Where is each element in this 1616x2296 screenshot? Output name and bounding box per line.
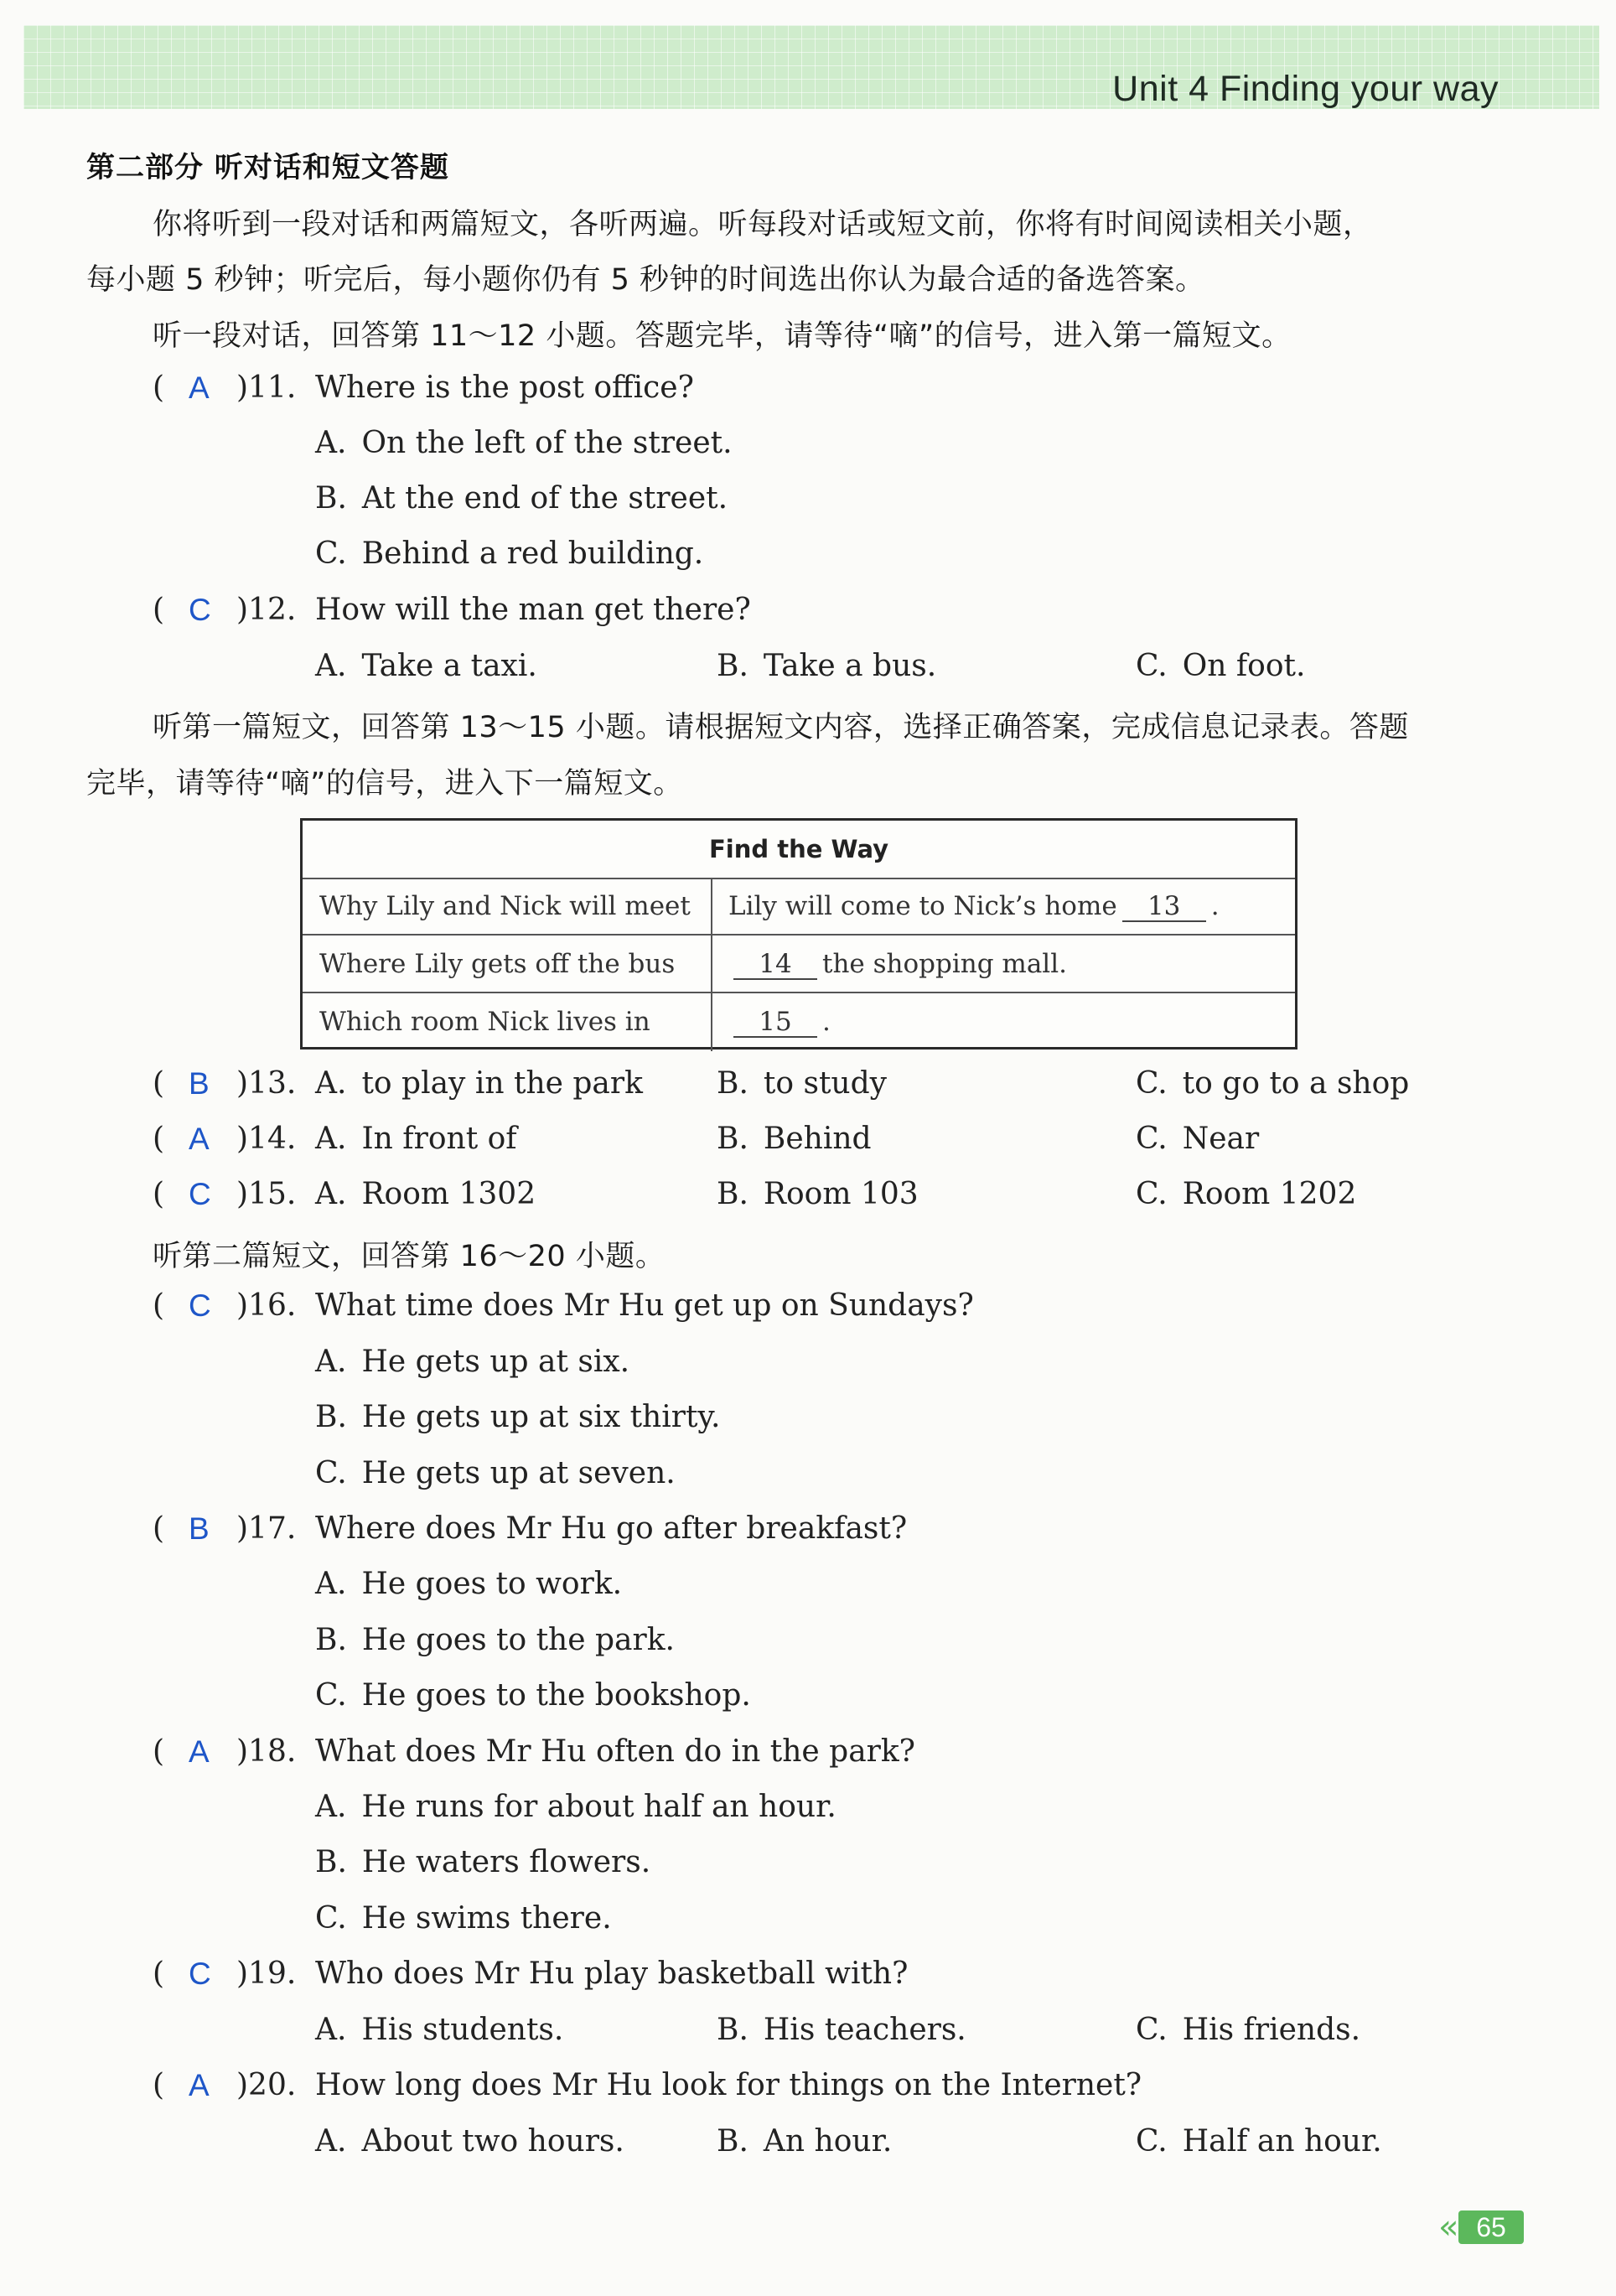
option-text: Room 1302 <box>361 1177 536 1211</box>
option-letter: B. <box>717 1066 748 1101</box>
option-text: On foot. <box>1182 649 1306 683</box>
option-text: About two hours. <box>361 2124 624 2159</box>
option-letter: C. <box>315 1456 347 1490</box>
option-letter: C. <box>315 1678 347 1713</box>
option-letter: B. <box>717 2124 748 2159</box>
option-text: Take a taxi. <box>361 649 537 683</box>
answer-15: C <box>189 1177 211 1211</box>
option-text: He swims there. <box>361 1901 612 1936</box>
question-stem: Where does Mr Hu go after breakfast? <box>315 1511 908 1546</box>
option-11-c <box>315 536 703 571</box>
question-19 <box>0 1957 1616 1993</box>
option-text: His friends. <box>1182 2013 1361 2047</box>
passage2-instruction: 听第二篇短文，回答第 16～20 小题。 <box>153 1240 666 1273</box>
option-text: to go to a shop <box>1182 1066 1410 1101</box>
option-13-c <box>1136 1066 1409 1101</box>
option-19-c <box>1136 2013 1360 2047</box>
blank-14: 14 <box>733 950 817 980</box>
option-14-b <box>717 1122 872 1156</box>
option-19-b <box>717 2013 966 2047</box>
option-18-a <box>315 1790 836 1824</box>
option-12-a <box>315 649 537 683</box>
option-letter: B. <box>717 1177 748 1211</box>
passage1-instruction-2: 完毕，请等待“嘀”的信号，进入下一篇短文。 <box>86 767 683 801</box>
option-letter: A. <box>315 1122 347 1156</box>
question-stem: What time does Mr Hu get up on Sundays? <box>315 1288 974 1323</box>
option-letter: A. <box>315 2124 347 2159</box>
option-text: An hour. <box>763 2124 893 2159</box>
paren: ( <box>153 1066 165 1101</box>
option-text: He gets up at seven. <box>361 1456 676 1490</box>
option-text: Half an hour. <box>1182 2124 1382 2159</box>
blank-15: 15 <box>733 1008 817 1038</box>
option-letter: C. <box>1136 1122 1168 1156</box>
option-text: to study <box>763 1066 887 1101</box>
section-title: 第二部分 听对话和短文答题 <box>86 151 449 184</box>
option-11-a <box>315 426 733 460</box>
answer-20: A <box>189 2068 210 2102</box>
answer-16: C <box>189 1288 211 1323</box>
option-text: Room 1202 <box>1182 1177 1357 1211</box>
paren: ( <box>153 1734 165 1769</box>
option-letter: B. <box>315 481 347 516</box>
paren: ( <box>153 371 165 405</box>
question-16 <box>0 1288 1616 1325</box>
question-stem: How will the man get there? <box>315 593 751 627</box>
option-15-c <box>1136 1177 1356 1211</box>
answer-12: C <box>189 593 211 627</box>
option-17-a <box>315 1567 622 1601</box>
option-15-a <box>315 1177 536 1211</box>
option-text: Room 103 <box>763 1177 919 1211</box>
option-text: He goes to work. <box>361 1567 623 1601</box>
option-text: In front of <box>361 1122 517 1156</box>
table-cell-left: Which room Nick lives in <box>319 1007 650 1037</box>
question-number: )12. <box>236 593 297 627</box>
table-cell-left: Where Lily gets off the bus <box>319 949 676 979</box>
cell-text: the shopping mall. <box>822 949 1067 979</box>
table-title: Find the Way <box>303 821 1295 879</box>
option-letter: A. <box>315 649 347 683</box>
paren: ( <box>153 1177 165 1211</box>
table-cell-right <box>728 878 1220 934</box>
question-stem: How long does Mr Hu look for things on the Internet? <box>315 2068 1142 2102</box>
option-letter: A. <box>315 2013 347 2047</box>
option-14-a <box>315 1122 517 1156</box>
option-text: His students. <box>361 2013 564 2047</box>
question-18 <box>0 1734 1616 1771</box>
option-text: His teachers. <box>763 2013 966 2047</box>
paren: ( <box>153 593 165 627</box>
intro-line-2: 每小题 5 秒钟；听完后，每小题你仍有 5 秒钟的时间选出你认为最合适的备选答案。 <box>86 263 1205 297</box>
option-text: On the left of the street. <box>361 426 733 460</box>
option-letter: B. <box>717 2013 748 2047</box>
page-number: 65 <box>1458 2210 1524 2244</box>
passage1-instruction-1: 听第一篇短文，回答第 13～15 小题。请根据短文内容，选择正确答案，完成信息记录表。答题 <box>153 711 1409 744</box>
option-18-b <box>315 1845 650 1879</box>
option-text: He runs for about half an hour. <box>361 1790 836 1824</box>
option-20-c <box>1136 2124 1382 2159</box>
option-letter: C. <box>315 1901 347 1936</box>
table-cell-left: Why Lily and Nick will meet <box>319 891 691 921</box>
option-text: He gets up at six. <box>361 1345 630 1379</box>
option-letter: A. <box>315 1345 347 1379</box>
intro-line-1: 你将听到一段对话和两篇短文，各听两遍。听每段对话或短文前，你将有时间阅读相关小题， <box>153 208 1373 241</box>
question-stem: Where is the post office? <box>315 371 694 405</box>
option-text: Behind <box>763 1122 872 1156</box>
option-16-c <box>315 1456 676 1490</box>
option-18-c <box>315 1901 612 1936</box>
option-16-a <box>315 1345 629 1379</box>
option-letter: C. <box>1136 2124 1168 2159</box>
table-row <box>303 936 1295 993</box>
option-text: Near <box>1182 1122 1260 1156</box>
question-20 <box>0 2068 1616 2105</box>
question-stem: Who does Mr Hu play basketball with? <box>315 1957 909 1991</box>
cell-text: . <box>822 1007 831 1037</box>
option-letter: A. <box>315 1790 347 1824</box>
question-12 <box>0 593 1616 630</box>
answer-17: B <box>189 1511 210 1546</box>
option-text: He goes to the park. <box>361 1623 675 1657</box>
question-stem: What does Mr Hu often do in the park? <box>315 1734 915 1769</box>
question-number: )16. <box>236 1288 297 1323</box>
question-number: )17. <box>236 1511 297 1546</box>
option-letter: B. <box>717 649 748 683</box>
question-number: )19. <box>236 1957 297 1991</box>
answer-11: A <box>189 371 210 405</box>
option-letter: C. <box>1136 2013 1168 2047</box>
table-row <box>303 878 1295 936</box>
option-letter: C. <box>1136 649 1168 683</box>
option-17-b <box>315 1623 675 1657</box>
option-text: Take a bus. <box>763 649 937 683</box>
option-12-c <box>1136 649 1305 683</box>
option-15-b <box>717 1177 919 1211</box>
question-17 <box>0 1511 1616 1548</box>
question-number: )15. <box>236 1177 297 1211</box>
option-text: He waters flowers. <box>361 1845 651 1879</box>
option-19-a <box>315 2013 563 2047</box>
answer-18: A <box>189 1734 210 1769</box>
paren: ( <box>153 1957 165 1991</box>
option-letter: A. <box>315 1066 347 1101</box>
table-divider <box>711 878 712 934</box>
table-divider <box>711 936 712 992</box>
option-letter: B. <box>315 1845 347 1879</box>
option-letter: C. <box>1136 1066 1168 1101</box>
option-letter: A. <box>315 1567 347 1601</box>
cell-text: Lily will come to Nick’s home <box>728 891 1117 921</box>
cell-text: . <box>1210 891 1220 921</box>
option-11-b <box>315 481 728 516</box>
option-12-b <box>717 649 936 683</box>
option-letter: C. <box>315 536 347 571</box>
option-text: He goes to the bookshop. <box>361 1678 751 1713</box>
option-text: to play in the park <box>361 1066 643 1101</box>
option-20-a <box>315 2124 624 2159</box>
option-text: Behind a red building. <box>361 536 704 571</box>
option-letter: A. <box>315 1177 347 1211</box>
question-number: )11. <box>236 371 297 405</box>
info-table <box>300 818 1297 1050</box>
option-letter: B. <box>315 1623 347 1657</box>
dialogue-instruction: 听一段对话，回答第 11～12 小题。答题完毕，请等待“嘀”的信号，进入第一篇短文。 <box>153 319 1292 353</box>
option-17-c <box>315 1678 751 1713</box>
option-letter: B. <box>315 1400 347 1434</box>
chevron-left-icon: « <box>1438 2208 1459 2247</box>
table-cell-right <box>728 993 831 1051</box>
option-text: He gets up at six thirty. <box>361 1400 721 1434</box>
option-13-a <box>315 1066 643 1101</box>
option-letter: B. <box>717 1122 748 1156</box>
unit-title: Unit 4 Finding your way <box>1112 69 1499 109</box>
option-16-b <box>315 1400 720 1434</box>
table-row <box>303 993 1295 1051</box>
table-divider <box>711 993 712 1051</box>
question-number: )14. <box>236 1122 297 1156</box>
paren: ( <box>153 1288 165 1323</box>
paren: ( <box>153 1511 165 1546</box>
paren: ( <box>153 1122 165 1156</box>
option-13-b <box>717 1066 887 1101</box>
option-letter: A. <box>315 426 347 460</box>
option-text: At the end of the street. <box>361 481 728 516</box>
question-11 <box>0 371 1616 407</box>
blank-13: 13 <box>1122 892 1206 922</box>
option-letter: C. <box>1136 1177 1168 1211</box>
answer-13: B <box>189 1066 210 1101</box>
option-20-b <box>717 2124 892 2159</box>
question-number: )13. <box>236 1066 297 1101</box>
table-cell-right <box>728 936 1067 992</box>
option-14-c <box>1136 1122 1259 1156</box>
question-number: )18. <box>236 1734 297 1769</box>
answer-19: C <box>189 1957 211 1991</box>
answer-14: A <box>189 1122 210 1156</box>
paren: ( <box>153 2068 165 2102</box>
question-number: )20. <box>236 2068 297 2102</box>
